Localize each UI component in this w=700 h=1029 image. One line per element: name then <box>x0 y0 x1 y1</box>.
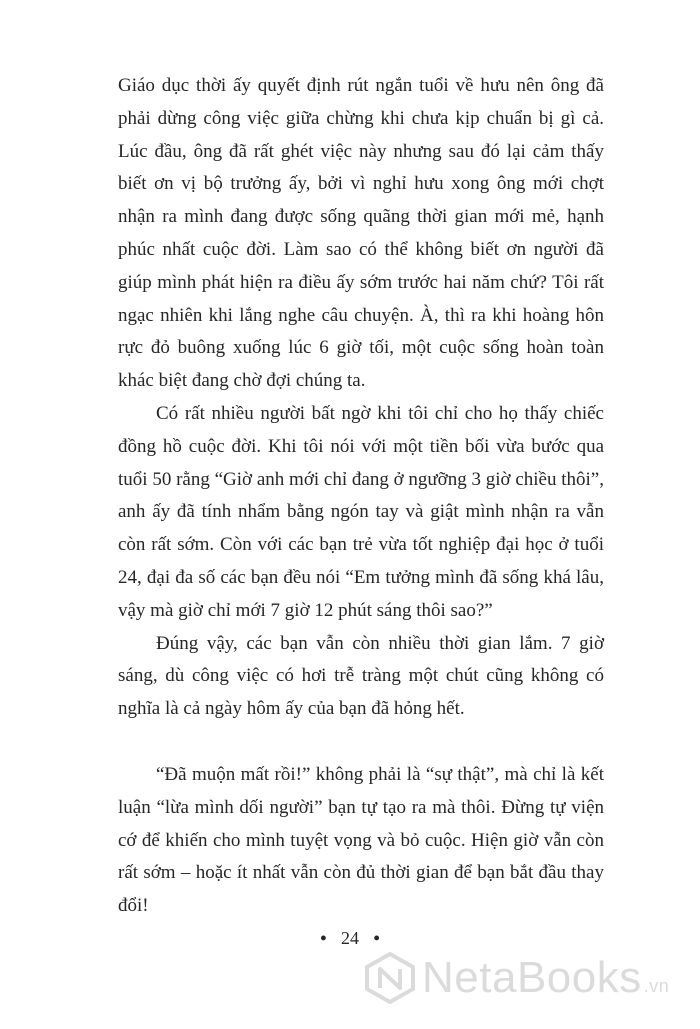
page-number-value: 24 <box>341 928 359 948</box>
watermark-text <box>422 953 669 1003</box>
page-number-dot-left: • <box>320 928 327 948</box>
paragraph-1: Giáo dục thời ấy quyết định rút ngắn tuổi về hưu nên ông đã phải dừng công việc giữa chừng khi chưa kịp chuẩn bị gì cả. Lúc đầu, ông đã rất ghét việc này nhưng sau đó lại cảm thấy biết ơn vị bộ trưởng ấy, bởi vì nghỉ hưu xong ông mới chợt nhận ra mình đang được sống quãng thời gian mới mẻ, hạnh phúc nhất cuộc đời. Làm sao có thể không biết ơn người đã giúp mình phát hiện ra điều ấy sớm trước hai năm chứ? Tôi rất ngạc nhiên khi lắng nghe câu chuyện. À, thì ra khi hoàng hôn rực đỏ buông xuống lúc 6 giờ tối, một cuộc sống hoàn toàn khác biệt đang chờ đợi chúng ta. <box>118 75 604 392</box>
watermark-brand: NetaBooks <box>422 953 642 1002</box>
n-logo-icon <box>364 952 416 1004</box>
paragraph-3: Đúng vậy, các bạn vẫn còn nhiều thời gian lắm. 7 giờ sáng, dù công việc có hơi trễ tràng một chút cũng không có nghĩa là cả ngày hôm ấy của bạn đã hỏng hết. <box>118 632 604 720</box>
paragraph-2: Có rất nhiều người bất ngờ khi tôi chỉ cho họ thấy chiếc đồng hồ cuộc đời. Khi tôi nói với một tiền bối vừa bước qua tuổi 50 rằng “Giờ anh mới chỉ đang ở ngưỡng 3 giờ chiều thôi”, anh ấy đã tính nhẩm bằng ngón tay và giật mình nhận ra vẫn còn rất sớm. Còn với các bạn trẻ vừa tốt nghiệp đại học ở tuổi 24, đại đa số các bạn đều nói “Em tưởng mình đã sống khá lâu, vậy mà giờ chỉ mới 7 giờ 12 phút sáng thôi sao?” <box>118 402 604 621</box>
watermark-suffix: .vn <box>643 976 670 996</box>
page-body <box>118 70 604 923</box>
watermark <box>364 945 694 1011</box>
page-number-dot-right: • <box>373 928 380 948</box>
paragraph-4: “Đã muộn mất rồi!” không phải là “sự thật”, mà chỉ là kết luận “lừa mình dối người” bạn tự tạo ra mà thôi. Đừng tự viện cớ để khiến cho mình tuyệt vọng và bỏ cuộc. Hiện giờ vẫn còn rất sớm – hoặc ít nhất vẫn còn đủ thời gian để bạn bắt đầu thay đổi! <box>118 763 604 917</box>
